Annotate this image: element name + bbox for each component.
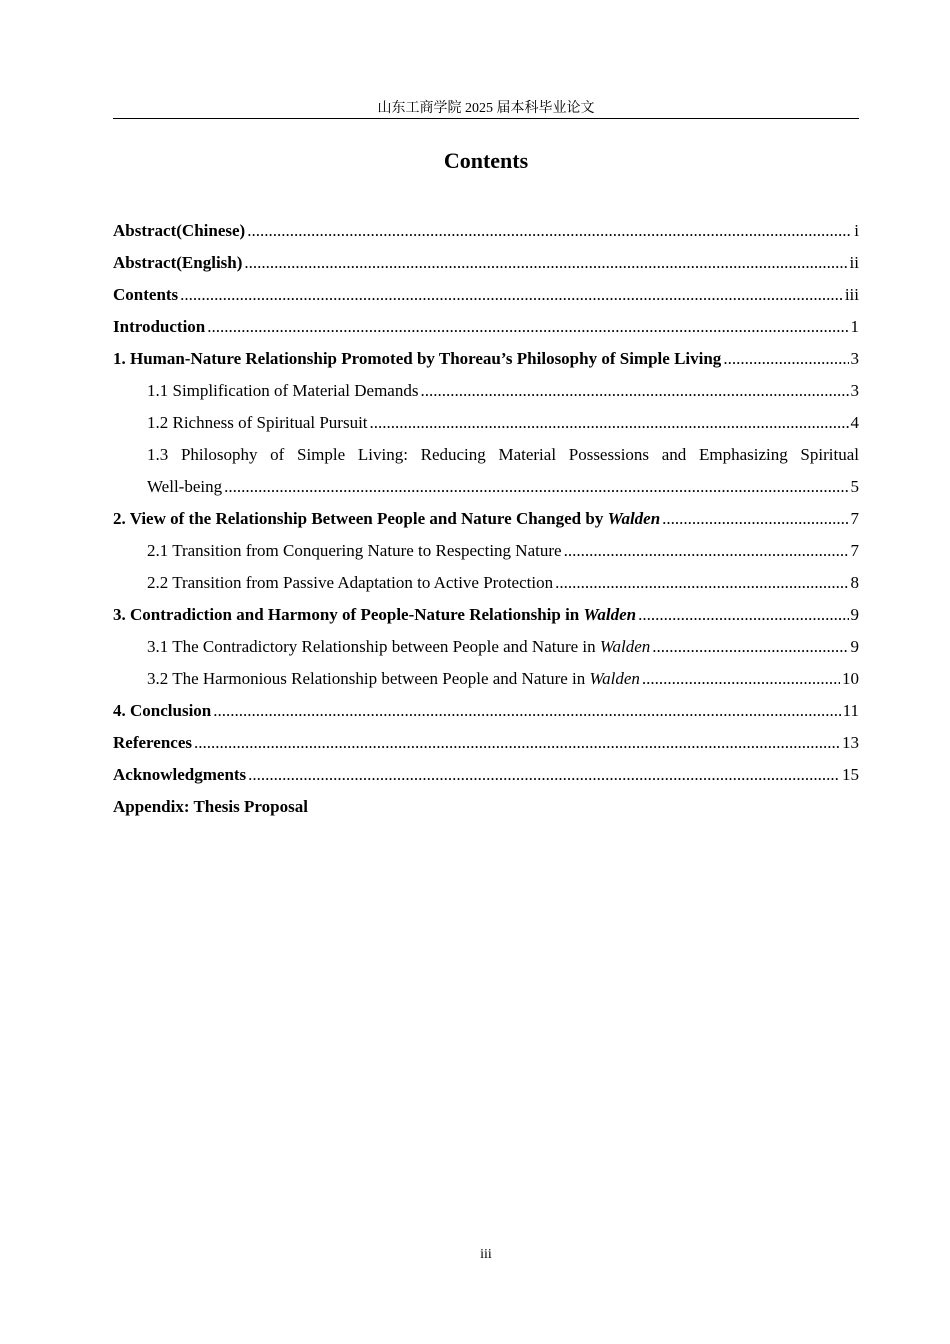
toc-entry-chapter-3[interactable] xyxy=(113,599,859,631)
toc-entry-label: 2.2 Transition from Passive Adaptation to Active Protection xyxy=(147,573,554,592)
header-rule xyxy=(113,118,859,119)
dot-leader xyxy=(555,567,848,599)
toc-entry-label: Introduction xyxy=(113,317,206,336)
toc-entry-section-1-3[interactable] xyxy=(113,439,859,503)
toc-entry-label: Contents xyxy=(113,285,179,304)
dot-leader xyxy=(642,663,840,695)
dot-leader xyxy=(662,503,848,535)
toc-entry-chapter-2[interactable] xyxy=(113,503,859,535)
toc-entry-label: 2.1 Transition from Conquering Nature to Respecting Nature xyxy=(147,541,562,560)
toc-entry-page: 15 xyxy=(842,765,859,784)
toc-entry-section-1-2[interactable] xyxy=(113,407,859,439)
toc-entry-page: 7 xyxy=(850,541,859,560)
toc-entry-label: Acknowledgments xyxy=(113,765,247,784)
toc-entry-section-2-1[interactable] xyxy=(113,535,859,567)
toc-entry-page: 10 xyxy=(842,669,859,688)
running-header: 山东工商学院 2025 届本科毕业论文 xyxy=(377,101,595,116)
toc-entry-section-3-1[interactable] xyxy=(113,631,859,663)
toc-entry-conclusion[interactable] xyxy=(113,695,859,727)
toc-entry-acknowledgments[interactable] xyxy=(113,759,859,791)
page-number: iii xyxy=(480,1247,492,1262)
toc-entry-page: 7 xyxy=(850,509,859,528)
toc-entry-abstract-english[interactable] xyxy=(113,247,859,279)
toc-entry-label: Abstract(English) xyxy=(113,253,243,272)
toc-entry-label xyxy=(147,663,640,695)
toc-entry-introduction[interactable] xyxy=(113,311,859,343)
dot-leader xyxy=(370,407,849,439)
toc-entry-label xyxy=(113,599,636,631)
toc-entry-label-title: Walden xyxy=(599,637,651,656)
dot-leader xyxy=(207,311,848,343)
toc-entry-label-text: 3.1 The Contradictory Relationship between People and Nature in xyxy=(147,637,596,656)
toc-entry-page: 8 xyxy=(850,573,859,592)
dot-leader xyxy=(194,727,840,759)
toc-entry-label-text: 3.2 The Harmonious Relationship between People and Nature in xyxy=(147,669,586,688)
table-of-contents xyxy=(113,215,859,823)
toc-entry-label: References xyxy=(113,733,192,752)
toc-entry-page: 1 xyxy=(850,317,859,336)
toc-entry-page: 13 xyxy=(842,733,859,752)
toc-entry-page: 4 xyxy=(850,413,859,432)
dot-leader xyxy=(638,599,848,631)
toc-entry-label xyxy=(147,631,650,663)
toc-entry-line-2 xyxy=(113,471,859,503)
toc-entry-page: i xyxy=(854,221,859,240)
toc-entry-section-2-2[interactable] xyxy=(113,567,859,599)
dot-leader xyxy=(564,535,849,567)
toc-entry-page: 11 xyxy=(842,701,859,720)
toc-entry-page: iii xyxy=(844,285,859,304)
toc-entry-page: 9 xyxy=(850,605,859,624)
toc-entry-label-title: Walden xyxy=(589,669,640,688)
dot-leader xyxy=(420,375,848,407)
dot-leader xyxy=(180,279,843,311)
dot-leader xyxy=(247,215,852,247)
dot-leader xyxy=(213,695,840,727)
toc-entry-label-line-1: 1.3 Philosophy of Simple Living: Reducing Material Possessions and Emphasizing Spiritual xyxy=(147,445,859,464)
toc-entry-label xyxy=(113,503,660,535)
toc-entry-section-3-2[interactable] xyxy=(113,663,859,695)
toc-entry-chapter-1[interactable] xyxy=(113,343,859,375)
toc-entry-page: 5 xyxy=(850,477,859,496)
toc-entry-label: Abstract(Chinese) xyxy=(113,221,246,240)
toc-entry-label: 1.2 Richness of Spiritual Pursuit xyxy=(147,413,368,432)
dot-leader xyxy=(652,631,848,663)
toc-entry-page: ii xyxy=(849,253,859,272)
toc-entry-label: 1. Human-Nature Relationship Promoted by Thoreau’s Philosophy of Simple Living xyxy=(113,349,722,368)
toc-entry-contents[interactable] xyxy=(113,279,859,311)
toc-entry-page: 3 xyxy=(850,349,859,368)
toc-entry-references[interactable] xyxy=(113,727,859,759)
page-title: Contents xyxy=(443,148,529,173)
toc-entry-label-title: Walden xyxy=(583,605,637,624)
toc-entry-label: 1.1 Simplification of Material Demands xyxy=(147,381,419,400)
toc-entry-page: 9 xyxy=(850,637,859,656)
toc-entry-label: 4. Conclusion xyxy=(113,701,212,720)
dot-leader xyxy=(244,247,847,279)
toc-entry-appendix[interactable] xyxy=(113,791,859,823)
toc-entry-label-line-2: Well-being xyxy=(147,477,223,496)
toc-entry-label: Appendix: Thesis Proposal xyxy=(113,797,308,816)
dot-leader xyxy=(248,759,840,791)
dot-leader xyxy=(224,471,848,503)
toc-entry-abstract-chinese[interactable] xyxy=(113,215,859,247)
toc-entry-label-text: 2. View of the Relationship Between People and Nature Changed by xyxy=(113,509,604,528)
toc-entry-section-1-1[interactable] xyxy=(113,375,859,407)
dot-leader xyxy=(723,343,848,375)
toc-entry-label-text: 3. Contradiction and Harmony of People-Nature Relationship in xyxy=(113,605,580,624)
toc-entry-label-title: Walden xyxy=(607,509,661,528)
toc-entry-page: 3 xyxy=(850,381,859,400)
